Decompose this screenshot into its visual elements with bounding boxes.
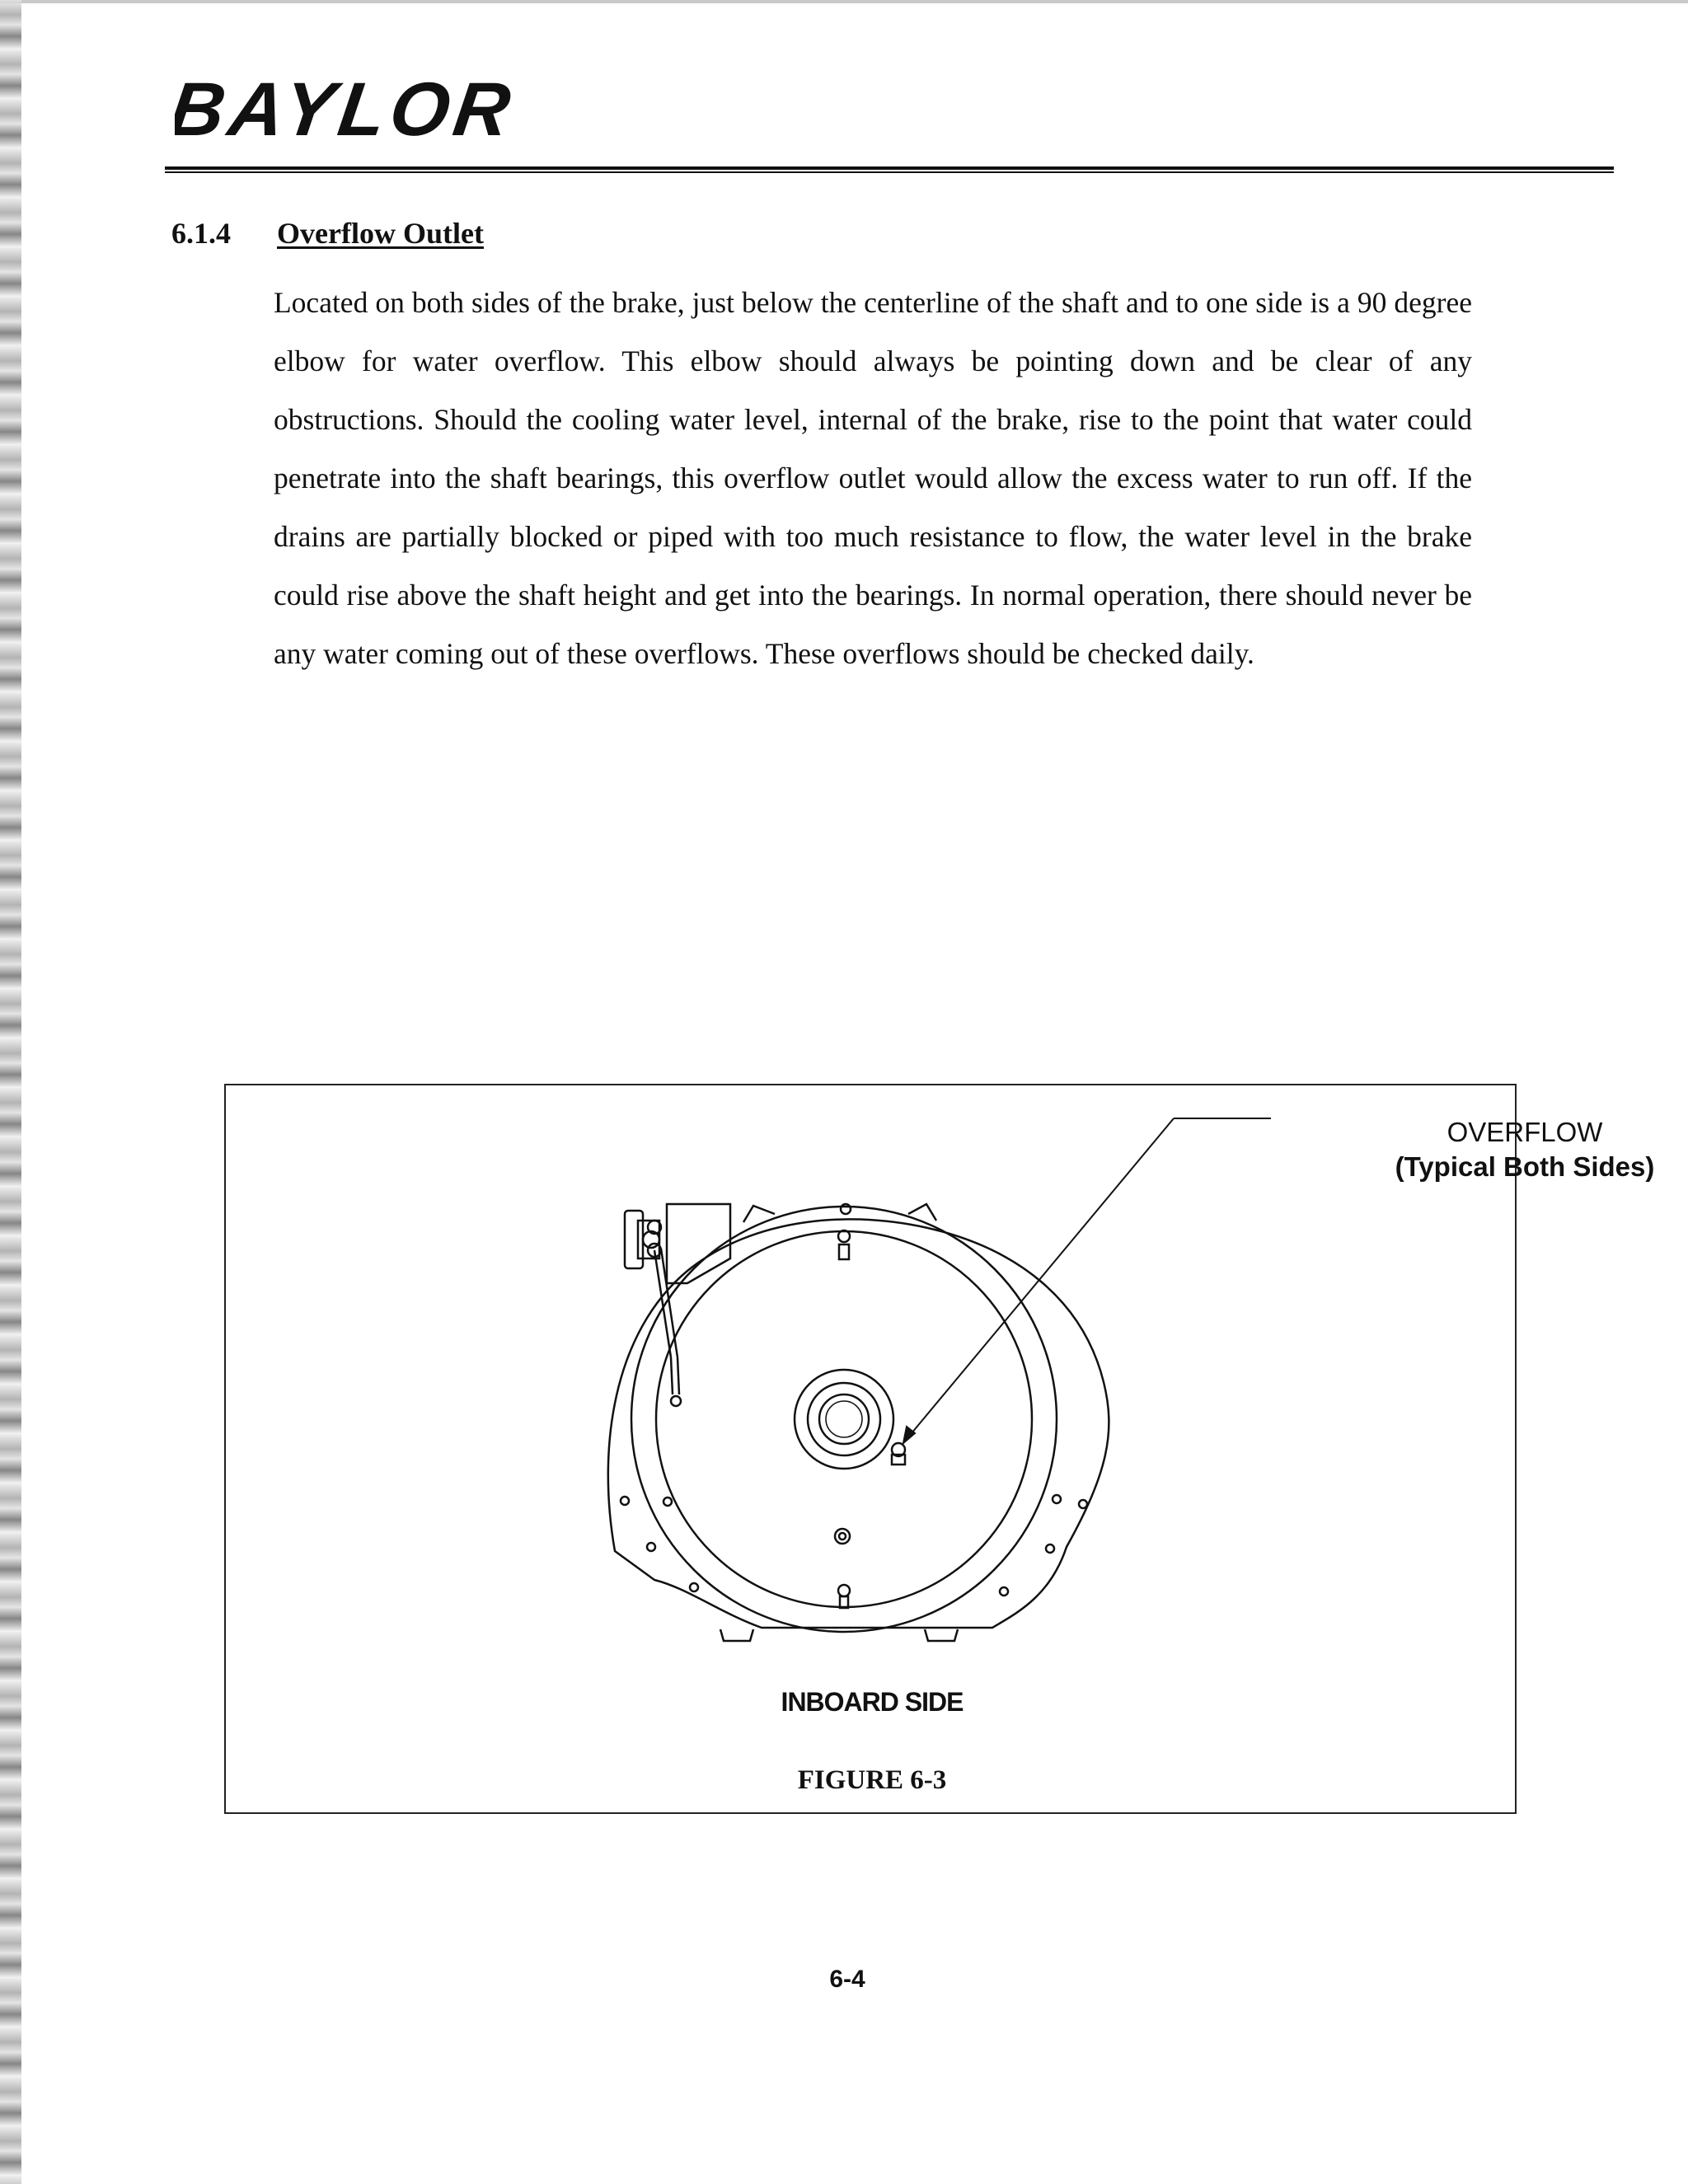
foot-left — [720, 1629, 753, 1641]
page-top-edge — [0, 0, 1688, 3]
callout-leader — [903, 1118, 1271, 1443]
callout-subtitle: (Typical Both Sides) — [1395, 1151, 1655, 1182]
bracket — [667, 1204, 730, 1283]
hub-outer — [795, 1370, 893, 1469]
binding-edge — [0, 0, 21, 2184]
callout-title: OVERFLOW — [1447, 1117, 1603, 1147]
section-number: 6.1.4 — [171, 217, 231, 250]
section-title: Overflow Outlet — [277, 217, 484, 250]
foot-right — [925, 1629, 958, 1641]
outer-ring — [631, 1207, 1057, 1632]
inner-ring — [656, 1231, 1032, 1607]
baylor-logo — [175, 76, 587, 150]
figure-6-3 — [224, 1084, 1655, 1814]
svg-text:BAYLOR: BAYLOR — [175, 76, 521, 150]
overflow-callout — [1319, 1115, 1688, 1184]
figure-caption: FIGURE 6-3 — [797, 1765, 947, 1795]
view-label: INBOARD SIDE — [781, 1687, 964, 1717]
header-rule — [165, 166, 1614, 173]
hub-inner — [819, 1394, 869, 1444]
page-number: 6-4 — [829, 1966, 865, 1993]
overflow-elbow-icon — [892, 1443, 905, 1465]
section-body: Located on both sides of the brake, just below the centerline of the shaft and to one side is a 90 degree elbow for water overflow. This elbow should always be pointing down and be clear of any obstructions. Should the cooling water level, internal of the brake, rise to the point that water could penetrate into the shaft bearings, this overflow outlet would allow the excess water to run off. If the drains are partially blocked or piped with too much resistance to flow, the water level in the brake could rise above the shaft height and get into the bearings. In normal operation, there should never be any water coming out of these overflows. These overflows should be checked daily. — [274, 286, 1472, 670]
